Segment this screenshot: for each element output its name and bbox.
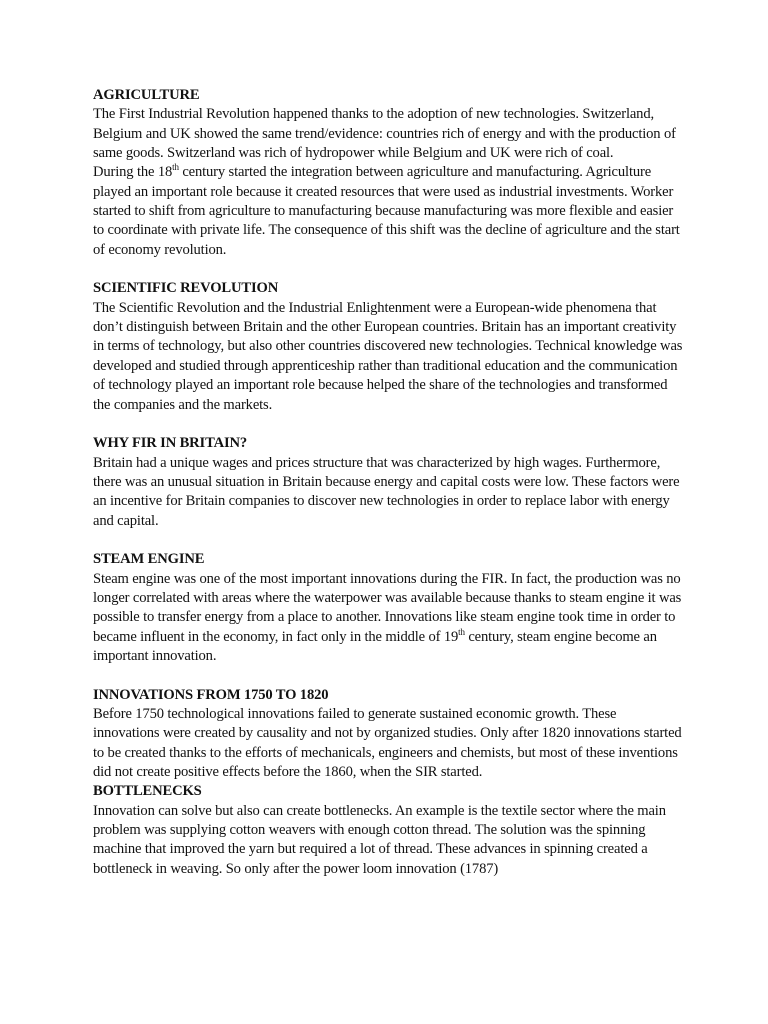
paragraph: Before 1750 technological innovations failed to generate sustained economic growth. These innovations were created by causality and not by organized studies. Only after 1820 innovations started to be created thanks to the efforts of mechanicals, engineers and chemists, but most of these inventions did not create positive effects before the 1860, when the SIR started. bbox=[93, 706, 682, 781]
document-body bbox=[93, 86, 683, 879]
section-heading: INNOVATIONS FROM 1750 TO 1820 bbox=[93, 686, 329, 703]
paragraph: The Scientific Revolution and the Industrial Enlightenment were a European-wide phenomena that don’t distinguish between Britain and the other European countries. Britain has an important creativity in terms of technology, but also other countries discovered new technologies. Technical knowledge was developed and studied through apprenticeship rather than traditional education and the communication of technology played an important role because helped the share of the technologies and transformed the companies and the markets. bbox=[93, 299, 683, 413]
section-steam-engine bbox=[93, 550, 683, 666]
section-why-fir-in-britain bbox=[93, 434, 683, 531]
paragraph: The First Industrial Revolution happened thanks to the adoption of new technologies. Switzerland, Belgium and UK showed the same trend/evidence: countries rich of energy and with the production of same goods. Switzerland was rich of hydropower while Belgium and UK were rich of coal. bbox=[93, 106, 676, 162]
section-heading: SCIENTIFIC REVOLUTION bbox=[93, 280, 279, 297]
section-agriculture bbox=[93, 86, 683, 260]
paragraph: Steam engine was one of the most important innovations during the FIR. In fact, the production was no longer correlated with areas where the waterpower was available because thanks to steam engine it was possible to transfer energy from a place to another. Innovations like steam engine took time in order to became influent in the economy, in fact only in the middle of 19th century, steam engine become an important innovation. bbox=[93, 570, 682, 664]
section-bottlenecks bbox=[93, 782, 683, 879]
section-heading: AGRICULTURE bbox=[93, 87, 200, 103]
section-scientific-revolution bbox=[93, 279, 683, 414]
section-heading: WHY FIR IN BRITAIN? bbox=[93, 435, 248, 452]
paragraph: Innovation can solve but also can create bottlenecks. An example is the textile sector where the main problem was supplying cotton weavers with enough cotton thread. The solution was the spinning machine that improved the yarn but required a lot of thread. These advances in spinning created a bottleneck in weaving. So only after the power loom innovation (1787) bbox=[93, 802, 666, 877]
section-heading: STEAM ENGINE bbox=[93, 551, 205, 568]
paragraph: During the 18th century started the integration between agriculture and manufacturing. Agriculture played an important role because it created resources that were used as industrial investments. Worker started to shift from agriculture to manufacturing because manufacturing was more flexible and easier to coordinate with private life. The consequence of this shift was the decline of agriculture and the start of economy revolution. bbox=[93, 162, 680, 258]
superscript: th bbox=[172, 162, 179, 173]
section-innovations-1750-1820 bbox=[93, 686, 683, 783]
superscript: th bbox=[458, 626, 465, 637]
paragraph: Britain had a unique wages and prices structure that was characterized by high wages. Furthermore, there was an unusual situation in Britain because energy and capital costs were low. These factors were an incentive for Britain companies to discover new technologies in order to replace labor with energy and capital. bbox=[93, 454, 680, 529]
section-heading: BOTTLENECKS bbox=[93, 783, 202, 800]
